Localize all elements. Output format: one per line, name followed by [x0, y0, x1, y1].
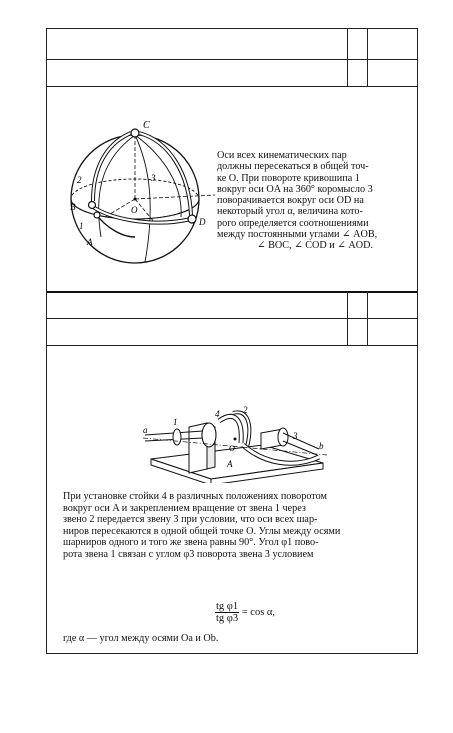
formula-fraction — [215, 601, 239, 624]
formula-note: где α — угол между осями Oa и Ob. — [63, 633, 219, 644]
section1-line: вокруг оси OA на 360° коромысло 3 — [217, 183, 373, 195]
section1-line: должны пересекаться в общей точ- — [217, 161, 369, 173]
formula — [215, 601, 275, 624]
svg-text:3: 3 — [151, 173, 156, 183]
rule-vertical-mid-2 — [367, 291, 368, 346]
svg-text:3: 3 — [293, 431, 298, 441]
spherical-mechanism-figure — [65, 117, 215, 275]
svg-text:D: D — [199, 217, 206, 227]
svg-text:4: 4 — [215, 409, 220, 419]
svg-text:1: 1 — [79, 221, 84, 231]
universal-joint-mechanism-figure — [143, 383, 329, 483]
section2-line: рота звена 1 связан с углом φ3 поворота звена 3 условием — [63, 548, 314, 560]
section1-line: рого определяется соотношениями — [217, 217, 369, 229]
svg-text:O: O — [131, 205, 138, 215]
section1-line: ке O. При повороте кривошипа 1 — [217, 172, 360, 184]
rule-section-divider — [47, 291, 417, 293]
page-frame — [46, 28, 418, 654]
rule-vertical-top — [347, 29, 348, 87]
svg-text:2: 2 — [77, 175, 82, 185]
section2-line: шарниров одного и того же звена равны 90°. Угол φ1 пово- — [63, 537, 319, 549]
formula-rhs: = cos α, — [241, 606, 276, 618]
section1-line: Оси всех кинематических пар — [217, 150, 347, 161]
section2-line: вокруг оси A и закреплением вращение от звена 1 через — [63, 502, 306, 514]
rule-section-2a — [47, 318, 417, 319]
section1-line: некоторый угол α, величина кото- — [217, 206, 363, 218]
section2-description — [63, 491, 409, 561]
svg-text:A: A — [227, 459, 233, 469]
svg-text:A: A — [87, 237, 93, 247]
section1-line-last: ∠ BOC, ∠ COD и ∠ AOD. — [257, 240, 373, 252]
rule-vertical-mid — [347, 291, 348, 346]
svg-text:b: b — [319, 441, 324, 451]
rule-top-1 — [47, 59, 417, 60]
rule-top-2 — [47, 86, 417, 87]
svg-text:2: 2 — [243, 405, 248, 415]
section2-line: При установке стойки 4 в различных положениях поворотом — [63, 491, 327, 502]
svg-text:a: a — [143, 425, 148, 435]
section1-line: поворачивается вокруг оси OD на — [217, 195, 364, 207]
svg-text:B: B — [70, 202, 76, 212]
rule-section-2b — [47, 345, 417, 346]
section2-line: ниров пересекаются в одной общей точке O. Углы между осями — [63, 525, 341, 537]
svg-text:O: O — [229, 444, 235, 453]
rule-vertical-top-2 — [367, 29, 368, 87]
formula-numerator: tg φ1 — [216, 601, 239, 612]
svg-text:1: 1 — [173, 417, 178, 427]
formula-denominator: tg φ3 — [216, 613, 239, 624]
section1-description — [217, 150, 413, 252]
section2-line: звено 2 передается звену 3 при условии, что оси всех шар- — [63, 514, 318, 526]
section1-line: между постоянными углами ∠ AOB, — [217, 229, 378, 241]
svg-text:C: C — [143, 120, 150, 131]
